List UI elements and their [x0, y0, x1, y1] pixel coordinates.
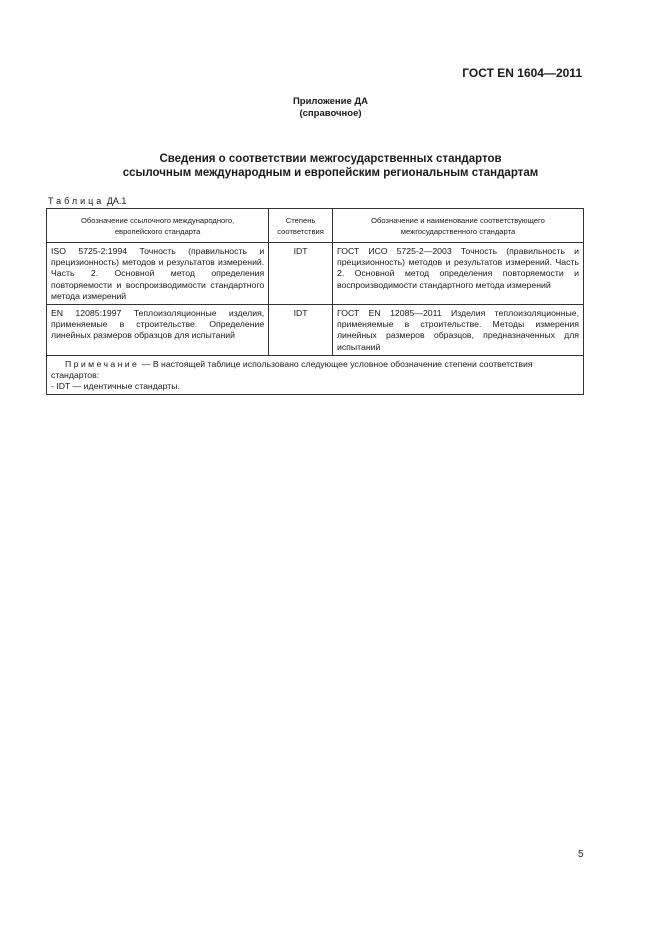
annex-heading	[0, 96, 661, 120]
header-interstate-line-2: межгосударственного стандарта	[400, 227, 516, 236]
header-reference-line-1: Обозначение ссылочного международного,	[81, 216, 235, 225]
degree-cell: IDT	[269, 243, 333, 305]
table-row	[47, 305, 584, 356]
note-head: Примечание	[65, 358, 140, 369]
document-code: ГОСТ EN 1604—2011	[462, 66, 582, 80]
reference-standard-cell: ISO 5725-2:1994 Точность (правильность и прецизионность) методов и результатов измерений. Часть 2. Основной метод определения повторяемости и воспроизводимости стандартного метода измерений	[47, 243, 269, 305]
note-text: — В настоящей таблице использовано следующее условное обозначение степени соответствия стандартов:	[51, 358, 533, 381]
table-row	[47, 243, 584, 305]
interstate-standard-cell: ГОСТ ИСО 5725-2—2003 Точность (правильность и прецизионность) методов и результатов измерений. Часть 2. Основной метод определения повторяемости и воспроизводимости стандартного метода измерений	[332, 243, 583, 305]
table-note-row	[47, 355, 584, 395]
annex-subtitle: (справочное)	[299, 108, 362, 119]
header-degree-line-2: соответствия	[277, 227, 324, 236]
header-interstate-standard	[332, 209, 583, 243]
correspondence-table	[46, 208, 584, 395]
section-title-line-1: Сведения о соответствии межгосударственных стандартов	[159, 153, 502, 165]
table-header-row	[47, 209, 584, 243]
table-caption-number: ДА.1	[106, 196, 127, 206]
reference-standard-cell: EN 12085:1997 Теплоизоляционные изделия, применяемые в строительстве. Определение линейных размеров образцов для испытаний	[47, 305, 269, 356]
header-degree	[269, 209, 333, 243]
degree-cell: IDT	[269, 305, 333, 356]
table-caption	[48, 196, 126, 206]
note-paragraph	[51, 359, 579, 381]
header-degree-line-1: Степень	[285, 216, 316, 225]
note-item: - IDT — идентичные стандарты.	[51, 381, 180, 392]
header-reference-standard	[47, 209, 269, 243]
table-note	[47, 355, 584, 395]
header-interstate-line-1: Обозначение и наименование соответствующего	[371, 216, 545, 225]
page-number: 5	[578, 849, 584, 860]
annex-title: Приложение ДА	[292, 96, 369, 107]
header-reference-line-2: европейского стандарта	[114, 227, 201, 236]
table-caption-word: Таблица	[48, 196, 105, 206]
section-title	[0, 152, 661, 180]
section-title-line-2: ссылочным международным и европейским региональным стандартам	[122, 167, 539, 179]
interstate-standard-cell: ГОСТ EN 12085—2011 Изделия теплоизоляционные, применяемые в строительстве. Методы измерения линейных размеров образцов, предназначенных для испытаний	[332, 305, 583, 356]
